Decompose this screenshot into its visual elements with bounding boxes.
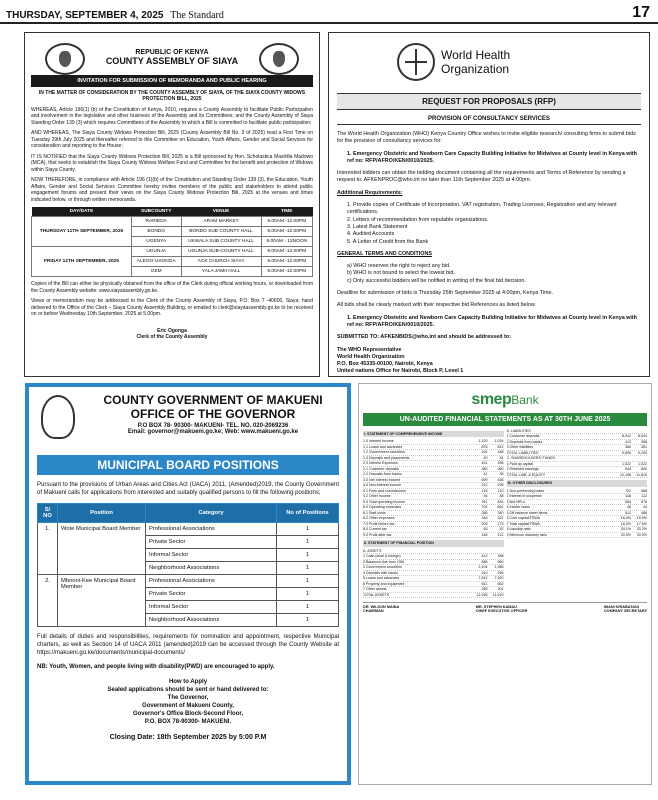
and-whereas-paragraph: AND WHEREAS, The Siaya County Widows Protection Bill, 2025 (County Assembly Bill No. 3 of 2025) read a First Time on Tuesday 29th July 2025 and thereafter referred to this Committee on Education, Youth Affairs, Gender and Social Services for consideration and reporting to the House; (31, 130, 313, 149)
row-value: 584 (625, 499, 631, 504)
address-line: World Health Organization (337, 353, 405, 360)
signatory-name: MR. STEPHEN KAMAU (475, 605, 517, 610)
row-value: 63 (483, 527, 488, 532)
views-paragraph: Views or memorandum may be addressed to the Clerk of the County Assembly of Siaya, P.O. Box 7 -40600, Siaya; hand delivered to the Office of the Clerk – Siaya County Assembly Building, or emailed to clerk@siayaassembly.go.ke to be received on or before Wednesday 10th September, 2025 at 5.00pm. (31, 298, 313, 317)
contact-line-2: Email: governor@makueni.go.ke; Web: www.makueni.go.ke (127, 429, 299, 435)
category-cell: Informal Sector (146, 601, 277, 614)
row-value: 33.2% (636, 527, 647, 532)
row-value: 641 (481, 581, 488, 586)
closing-date: Closing Date: 18th September 2025 by 5:00 P.M (109, 734, 267, 742)
general-terms-heading: GENERAL TERMS AND CONDITIONS (337, 250, 432, 257)
how-line: How to Apply (168, 678, 208, 685)
venue-cell: ACK CHURCH SIAYA (181, 257, 261, 267)
row-value: 44 (643, 505, 647, 510)
count-cell: 1 (277, 536, 339, 549)
col-count: No of Positions (277, 504, 339, 523)
category-cell: Professional Associations (146, 575, 277, 588)
signatory-title: Clerk of the County Assembly (136, 334, 208, 340)
row-value: 118 (481, 488, 488, 493)
row-value: 412 (481, 554, 488, 559)
subcounty-cell: RARIEDA (131, 217, 181, 227)
time-cell: 9.00AM -12.00PM (261, 257, 312, 267)
row-value: 110 (497, 488, 504, 493)
row-label: 1.1 Loans and advances (363, 444, 403, 449)
row-value: 20.0% (620, 532, 631, 537)
list-item: 2. Letters of recommendation from reputable organizations. (347, 216, 489, 223)
row-value: 212 (481, 483, 488, 488)
subcounty-cell: UGUNJA (131, 247, 181, 257)
venue-cell: UKWALA SUB COUNTY HALL (181, 237, 261, 247)
statements-title: UN-AUDITED FINANCIAL STATEMENTS AS AT 30TH JUNE 2025 (363, 413, 647, 426)
category-cell: Private Sector (146, 588, 277, 601)
how-line: P.O. BOX 78-90300- MAKUENI. (144, 719, 232, 726)
row-value: 112 (641, 494, 647, 499)
row-label: A. ASSETS (363, 548, 382, 553)
row-label: 7.0 Profit before tax (363, 521, 395, 526)
row-label: 2.0 Interest Expenses (363, 461, 398, 466)
venue-cell: ARAM MARKET (181, 217, 261, 227)
table-row (38, 575, 339, 588)
row-value: 8,912 (622, 434, 631, 439)
row-value: 1,034 (494, 439, 504, 444)
row-value: 17.6% (636, 521, 647, 526)
list-item: 1. Provide copies of Certificate of Incorporation, VAT registration, Trading Licenses, Registration and any relevant certifications. (347, 202, 617, 216)
row-label: 2 Interest in suspense (506, 494, 542, 499)
row-label: 1 Customer deposits (506, 434, 540, 439)
row-value: 321 (497, 516, 504, 521)
row-value: 34 (499, 455, 504, 460)
marking-paragraph: All bids shall be clearly marked with their respective bid References as listed below. (337, 302, 536, 309)
smep-bank-word: Bank (511, 393, 539, 407)
row-label: 4.2 Other income (363, 494, 391, 499)
disclosures-heading: III. OTHER DISCLOSURES (507, 480, 648, 486)
row-value: 636 (497, 477, 504, 482)
row-label: 8 Liquidity ratio (506, 527, 531, 532)
org-line-1: World Health (441, 47, 511, 62)
row-value: 15.9% (636, 516, 647, 521)
row-label: 2.2 Deposits from banks (363, 472, 402, 477)
category-cell: Informal Sector (146, 549, 277, 562)
time-cell: 9.00AM -12.00PM (261, 217, 312, 227)
signature-block (31, 328, 313, 341)
signatory-name: IMANI KIRABATANI (603, 605, 639, 610)
row-value: 296 (497, 570, 504, 575)
row-value: 1,988 (494, 565, 504, 570)
row-label: 5.0 Total operating income (363, 499, 406, 504)
row-value: 412 (625, 439, 631, 444)
row-value (615, 456, 631, 460)
row-label: 1 Paid up capital (506, 461, 534, 466)
day-cell: THURSDAY 11TH SEPTEMBER, 2025 (32, 217, 132, 247)
statement-row (363, 593, 504, 598)
row-value: 688 (641, 488, 647, 493)
list-item: a) WHO reserves the right to reject any bid. (347, 263, 451, 270)
statement-row (507, 473, 648, 478)
who-intro-paragraph: The World Health Organization (WHO) Kenya Country Office wishes to invite eligible research/ consulting firms to submit bids for the provision of consultancy services for: (337, 131, 636, 145)
row-value: 398 (497, 554, 504, 559)
row-value: 9,690 (622, 450, 631, 455)
row-value: 16.4% (620, 516, 631, 521)
row-value: 560 (497, 559, 504, 564)
statements-right-column (507, 429, 648, 598)
asset-rows (363, 549, 504, 598)
positions-table (37, 503, 339, 627)
row-value: 301 (497, 587, 504, 592)
row-value: 11,615 (636, 472, 647, 477)
row-value: 173 (497, 521, 504, 526)
row-value (631, 456, 647, 460)
row-value: 38 (499, 472, 504, 477)
signatory-name: DR. WILSON MAINA (363, 605, 400, 610)
venue-cell: YALA JAMII HALL (181, 267, 261, 277)
row-value: 8,544 (638, 434, 647, 439)
day-cell: FRIDAY 12TH SEPTEMBER, 2025 (32, 247, 132, 277)
row-value: 94 (483, 494, 488, 499)
row-label: 8.0 Current tax (363, 527, 387, 532)
category-cell: Neighborhood Associations (146, 614, 277, 627)
row-label: 2.1 Customer deposits (363, 466, 399, 471)
provision-title: PROVISION OF CONSULTANCY SERVICES (337, 114, 641, 125)
category-cell: Neighborhood Associations (146, 562, 277, 575)
row-value: 12,156 (620, 472, 631, 477)
copies-paragraph: Copies of the Bill can either be physically obtained from the office of the Clerk during official working hours, or downloaded from the County Assembly website: www.siayaassembly.go.ke. (31, 281, 313, 294)
row-label: TOTAL LIAB. & EQUITY (506, 472, 546, 477)
invitation-bar: INVITATION FOR SUBMISSION OF MEMORANDA AND PUBLIC HEARING (31, 75, 313, 87)
row-label: 6 Property and equipment (363, 581, 405, 586)
row-value: 699 (481, 477, 488, 482)
row-value: 7,420 (494, 576, 504, 581)
row-value (488, 549, 504, 553)
makueni-county-logo-icon (41, 395, 75, 439)
row-value: 576 (641, 499, 647, 504)
row-value: 7,812 (478, 576, 488, 581)
row-value: 41 (483, 472, 488, 477)
row-value: 12,156 (476, 592, 488, 597)
count-cell: 1 (277, 614, 339, 627)
row-value: 46 (627, 505, 631, 510)
row-value: 88 (499, 494, 504, 499)
smep-financial-statements (358, 383, 652, 785)
how-line: Governor's Office Block-Second Floor, (132, 710, 244, 717)
time-cell: 9.00AM -12.00PM (261, 247, 312, 257)
count-cell: 1 (277, 588, 339, 601)
smep-logo (363, 391, 647, 409)
row-number: 1. (38, 523, 58, 575)
row-label: 4.0 Non-interest income (363, 483, 402, 488)
position-statement-heading: II. STATEMENT OF FINANCIAL POSITION (363, 540, 504, 546)
siaya-assembly-notice (24, 32, 320, 377)
who-rfp-notice (328, 32, 650, 377)
row-label: 7 Total capital/TRWA (506, 521, 540, 526)
row-value: 876 (481, 444, 488, 449)
contact-line-1: P.O BOX 78- 90300- MAKUENI- TEL. NO. 020-2069236 (137, 423, 289, 429)
row-value: 944 (625, 467, 631, 472)
row-value: 9,293 (638, 450, 647, 455)
republic-label: REPUBLIC OF KENYA (135, 49, 209, 56)
row-label: 2 Retained earnings (506, 467, 539, 472)
header-date (6, 10, 224, 21)
how-line: Government of Makueni County, (142, 702, 234, 709)
row-value: 1,522 (638, 461, 647, 466)
row-label: B. LIABILITIES (506, 429, 531, 433)
category-cell: Professional Associations (146, 523, 277, 536)
row-value: 366 (625, 445, 631, 450)
address-line: P.O. Box 45335-00100, Nairobi, Kenya (337, 360, 433, 367)
row-label: 2 Balances due from CBK (363, 559, 405, 564)
statement-row (507, 533, 648, 538)
details-paragraph: Full details of duties and responsibilities, requirements for nomination and appointment, respective Municipal charters, as well as Section 14 of UACA 2011 (amended)2019 can be accessed through the County Website at https://makueni.go.ke/documents/municipal-documents/ (37, 634, 339, 657)
row-label: C. SHAREHOLDERS' FUNDS (506, 456, 555, 461)
how-to-apply (37, 678, 339, 727)
row-value: 661 (497, 505, 504, 510)
row-value: 118 (625, 494, 631, 499)
position-cell: Mbooni-Kee Municipal Board Member (58, 575, 146, 627)
row-value: 512 (625, 510, 631, 515)
col-subcounty: SUBCOUNTY (131, 207, 181, 217)
table-row (38, 523, 339, 536)
signatory-title: CHIEF EXECUTIVE OFFICER (475, 609, 528, 614)
newspaper-header (0, 0, 658, 24)
additional-requirements-heading: Additional Requirements: (337, 189, 403, 196)
row-value: 188 (497, 450, 504, 455)
time-cell: 9.00AM -12.00PM (261, 227, 312, 237)
row-value: 351 (641, 445, 647, 450)
who-emblem-icon (397, 43, 435, 81)
row-label: 1.3 Deposits and placements (363, 455, 410, 460)
row-number: 2. (38, 575, 58, 627)
row-label: 3 Government securities (363, 565, 402, 570)
subcounty-cell: GEM (131, 267, 181, 277)
col-time: TIME (261, 207, 312, 217)
row-value: 702 (481, 505, 488, 510)
row-label: 4 Deposits with banks (363, 570, 398, 575)
row-label: 9 Minimum statutory ratio (506, 532, 547, 537)
disclosure-rows (507, 489, 648, 538)
col-venue: VENUE (181, 207, 261, 217)
count-cell: 1 (277, 562, 339, 575)
rfp-title: REQUEST FOR PROPOSALS (RFP) (337, 93, 641, 110)
smep-signatures (363, 602, 647, 613)
address-line: The WHO Representative (337, 346, 402, 353)
count-cell: 1 (277, 549, 339, 562)
row-value: 52 (499, 527, 504, 532)
row-value: 1,522 (622, 461, 631, 466)
county-name: COUNTY GOVERNMENT OF MAKUENI (103, 393, 323, 407)
row-value: 652 (497, 581, 504, 586)
table-row (32, 217, 313, 227)
list-item: 5. A Letter of Credit from the Bank (347, 238, 429, 245)
income-statement-heading: I. STATEMENT OF COMPREHENSIVE INCOME (363, 431, 504, 437)
row-value: 380 (481, 466, 488, 471)
row-value: 360 (497, 466, 504, 471)
page-number: 17 (632, 4, 650, 21)
row-label: 4 Insider loans (506, 505, 530, 510)
statements-left-column (363, 429, 504, 598)
terms-list (347, 263, 641, 285)
row-value: 40 (483, 455, 488, 460)
row-value: 800 (641, 467, 647, 472)
siaya-county-logo-icon (259, 43, 299, 75)
row-label: 4.1 Fees and commissions (363, 488, 406, 493)
signatory-title: COMPANY SECRETARY (603, 609, 647, 614)
row-value: 911 (481, 499, 488, 504)
row-label: 6.1 Staff costs (363, 510, 386, 515)
row-label: 1 Cash (local & foreign) (363, 554, 401, 559)
col-day: DAY/DATE (32, 207, 132, 217)
row-value (631, 429, 647, 433)
row-value: 18.2% (620, 521, 631, 526)
who-item-2: 1. Emergency Obstetric and Newborn Care Capacity Building Initiative for Midwives at County level in Kenya with ref no: RFP/AFRO/KEN/0010/2025. (347, 314, 637, 328)
signatory-3 (604, 605, 647, 613)
row-value: 1,120 (478, 439, 488, 444)
smep-wordmark: smep (471, 391, 512, 408)
how-line: The Governor, (167, 694, 209, 701)
assembly-title: COUNTY ASSEMBLY OF SIAYA (105, 56, 239, 66)
row-value: 34.1% (620, 527, 631, 532)
date-text: THURSDAY, SEPTEMBER 4, 2025 (6, 10, 164, 21)
makueni-board-notice (25, 383, 351, 785)
paper-name: The Standard (170, 10, 224, 21)
count-cell: 1 (277, 601, 339, 614)
row-value: 121 (497, 532, 504, 537)
row-value: 346 (481, 516, 488, 521)
subcounty-cell: ALEGO-USONGA (131, 257, 181, 267)
row-label: 7 Other assets (363, 587, 387, 592)
row-label: TOTAL ASSETS (363, 592, 390, 597)
col-position: Position (58, 504, 146, 523)
count-cell: 1 (277, 523, 339, 536)
venue-cell: BONDO SUB COUNTY HALL (181, 227, 261, 237)
row-value: 204 (481, 450, 488, 455)
who-logo (397, 43, 641, 81)
matter-heading: IN THE MATTER OF CONSIDERATION BY THE COUNTY ASSEMBLY OF SIAYA, OF THE SIAYA COUNTY WIDOWS PROTECTION BILL, 2025 (38, 90, 306, 103)
row-label: 1.2 Government securities (363, 450, 405, 455)
row-value: 289 (481, 587, 488, 592)
category-cell: Private Sector (146, 536, 277, 549)
row-label: 6 Core capital/TRWA (506, 516, 541, 521)
row-label: 3 Net NPLs (506, 499, 525, 504)
row-value: 812 (497, 444, 504, 449)
statements-columns (363, 429, 647, 598)
venue-cell: UGUNJA SUB-COUNTY HALL (181, 247, 261, 257)
row-label: 5 Loans and advances (363, 576, 400, 581)
row-value: 146 (481, 532, 488, 537)
requirements-list (347, 202, 641, 246)
submitted-to: SUBMITTED TO: AFKENBIDS@who.int and should be addressed to: (337, 334, 511, 341)
list-item: 4. Audited Accounts (347, 231, 395, 238)
row-value: 209 (481, 521, 488, 526)
row-value: 310 (481, 570, 488, 575)
liability-rows (507, 429, 648, 478)
row-value: 488 (641, 510, 647, 515)
row-value: 198 (497, 483, 504, 488)
income-rows (363, 439, 504, 538)
whereas-paragraph: WHEREAS, Article 196(1) (b) of the Constitution of Kenya, 2010, requires a County Assembly to facilitate Public Participation and involvement in the legislative and other business of the Assembly and its Committees; and the County Assembly of Siaya Standing Order 139 (3) which requires Committees of the Assembly to which a Bill is committed to facilitate public participation; (31, 106, 313, 126)
table-row (32, 247, 313, 257)
office-name: OFFICE OF THE GOVERNOR (130, 407, 296, 421)
row-label: 3.0 Net Interest Income (363, 477, 401, 482)
count-cell: 1 (277, 575, 339, 588)
row-value: 398 (641, 439, 647, 444)
row-label: TOTAL LIABILITIES (506, 450, 539, 455)
subcounty-cell: UGENYA (131, 237, 181, 247)
row-value: 588 (481, 559, 488, 564)
row-value: 702 (625, 488, 631, 493)
time-cell: 9.00AM - 12NOON (261, 237, 312, 247)
kenya-coat-of-arms-icon (45, 43, 85, 75)
col-no: S/ NO (38, 504, 58, 523)
hearing-schedule-table (31, 207, 313, 277)
row-label: 6.2 Other expenses (363, 516, 395, 521)
who-org-name (441, 48, 510, 77)
org-line-2: Organization (441, 62, 510, 76)
list-item: b) WHO is not bound to select the lowest bid. (347, 270, 455, 277)
positions-banner: MUNICIPAL BOARD POSITIONS (37, 455, 339, 475)
makueni-title (83, 393, 343, 435)
position-cell: Wote Municipal Board Member (58, 523, 146, 575)
row-value: 421 (481, 461, 488, 466)
row-value: 340 (497, 510, 504, 515)
row-value: 398 (497, 461, 504, 466)
row-label: 9.0 Profit after tax (363, 532, 392, 537)
list-item: 3. Latest Bank Statement (347, 223, 408, 230)
subcounty-cell: BONDO (131, 227, 181, 237)
row-value: 2,104 (478, 565, 488, 570)
row-label: 5 Off-balance sheet items (506, 510, 548, 515)
address-line: United nations Office for Nairobi, Block P, Level 1 (337, 367, 464, 374)
who-item-1: 1. Emergency Obstetric and Newborn Care Capacity Building Initiative for Midwives at County level in Kenya with ref no: RFP/AFRO/KEN/0010/2025. (347, 150, 637, 164)
col-category: Category (146, 504, 277, 523)
deadline-paragraph: Deadline for submission of bids is Thursday 25th September 2025 at 4:00pm, Kenya Time. (337, 290, 553, 297)
signatory-2 (476, 605, 528, 613)
makueni-header (37, 393, 339, 455)
row-label: 1 Non-performing loans (506, 488, 545, 493)
signatory-name: Eric Ogonga (157, 327, 187, 334)
nb-paragraph: NB: Youth, Women, and people living with disability(PWD) are encouraged to apply. (37, 664, 275, 671)
notified-paragraph: IT IS NOTIFIED that the Siaya County Widows Protection Bill, 2025 is a Bill sponsored by Hon. Scholastica Mashilla Madowo (MCA), that seeks to establish the Siaya County Widows Welfare Fund and Committee for the benefit and protection of Widows within Siaya County. (31, 153, 313, 173)
who-address (337, 347, 641, 375)
who-bidding-paragraph: Interested bidders can obtain the bidding document containing all the requirements and Terms of Reference by sending a request to: AFKENPROC@who.int no later than 11th September 2025 at 4:00pm. (337, 170, 626, 184)
pursuant-paragraph: Pursuant to the provisions of Urban Areas and Cities Act (UACA) 2011, (Amended)2019, the County Government of Makueni calls for applications from interested and suitably qualified persons to fill the following positions; (37, 482, 339, 497)
row-label: 6.0 Operating expenses (363, 505, 402, 510)
row-value: 356 (481, 510, 488, 515)
now-therefore-paragraph: NOW THEREFORE, in compliance with Article 196 (1)(b) of the Constitution and Standing Order 139 (3), the Education, Youth Affairs, Gender and Social Services Committee hereby invites members of the public and stakeholders to attend public engagement forums and present their views on the Siaya County Widows Protection Bill, 2025 at the venues and times indicated below, or through written memoranda. (31, 177, 313, 203)
row-label: 3 Other liabilities (506, 445, 534, 450)
time-cell: 9.00AM -12.00PM (261, 267, 312, 277)
signatory-title: CHAIRMAN (363, 609, 384, 614)
row-value: 11,615 (492, 592, 504, 597)
row-value (472, 549, 488, 553)
how-line: Sealed applications should be sent or hand delivered to: (107, 686, 269, 693)
row-label: 2 Deposits from banks (506, 439, 543, 444)
signatory-1 (363, 605, 399, 613)
row-label: 1.0 Interest Income (363, 439, 394, 444)
list-item: c) Only successful bidders will be notified in writing of the final bid decision. (347, 277, 526, 284)
row-value: 20.0% (636, 532, 647, 537)
row-value (615, 429, 631, 433)
statement-row (363, 533, 504, 538)
row-value: 834 (497, 499, 504, 504)
